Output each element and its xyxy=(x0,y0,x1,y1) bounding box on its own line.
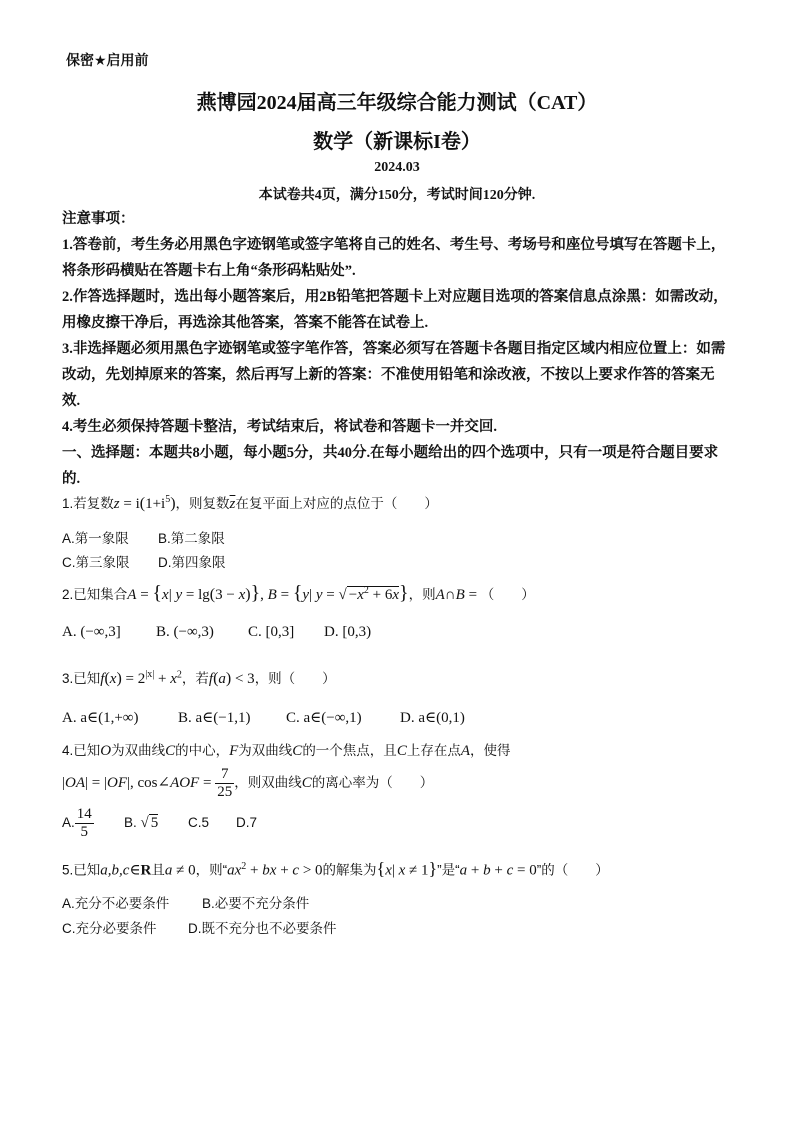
question-5: 5.已知a,b,c∈R且a ≠ 0，则“$ax^2$ + bx + c > 0的解集为{x| x ≠ 1}”是“a + b + c = 0”的（ ） xyxy=(62,858,609,879)
option-a: A. (−∞,3] xyxy=(62,624,121,640)
exam-info: 本试卷共4页，满分150分，考试时间120分钟. xyxy=(258,188,536,203)
question-3: 3.已知$f(x) = 2^{|x|} + x^2$，若f(a) < 3，则（ ） xyxy=(62,669,336,687)
question-4-options xyxy=(62,806,257,841)
option-d: D. [0,3) xyxy=(324,624,372,640)
question-3-options xyxy=(62,708,465,727)
question-2: 2.已知集合A = {x| y = lg(3 − x)}, B = {y| y = √ $-x^2 + 6x$}，则A∩B = （ ） xyxy=(62,582,535,604)
option-b: B. a∈(−1,1) xyxy=(178,710,251,726)
section-heading: 一、选择题：本题共8小题，每小题5分，共40分.在每小题给出的四个选项中，只有一项是符合题目要求的. xyxy=(62,445,719,487)
option-a: A. a∈(1,+∞) xyxy=(62,710,139,726)
question-4-line1: 4.已知O为双曲线C的中心，F为双曲线C的一个焦点，且C上存在点A，使得 xyxy=(62,743,511,759)
option-d: D.7 xyxy=(236,815,258,831)
option-a: A.充分不必要条件 xyxy=(62,896,170,911)
instructions-heading: 注意事项： xyxy=(62,211,135,227)
option-d: D.第四象限 xyxy=(158,555,226,570)
exam-subtitle: 数学（新课标I卷） xyxy=(313,131,481,153)
instructions xyxy=(62,206,732,492)
option-c: C. [0,3] xyxy=(248,624,295,640)
option-b: B. (−∞,3) xyxy=(156,624,214,640)
question-1-options-row1 xyxy=(62,527,225,547)
question-1: 1.若复数$z = i(1+i^5)$，则复数$\overline{z}$在复平面上对应的点位于（ ） xyxy=(62,494,438,512)
instruction-item-4: 4.考生必须保持答题卡整洁，考试结束后，将试卷和答题卡一并交回. xyxy=(62,419,497,435)
instruction-item-3: 3.非选择题必须用黑色字迹钢笔或签字笔作答，答案必须写在答题卡各题目指定区域内相应位置上：如需改动，先划掉原来的答案，然后再写上新的答案：不准使用铅笔和涂改液，不按以上要求作答的答案无效. xyxy=(62,341,726,409)
option-c: C.5 xyxy=(188,815,210,831)
question-4-line2: |OA| = |OF|, cos∠AOF = $\frac{7}{25}$ ，则双曲线C的离心率为（ ） xyxy=(62,766,434,800)
option-b: B.必要不充分条件 xyxy=(202,896,310,911)
option-b: B.第二象限 xyxy=(158,531,225,546)
instruction-item-2: 2.作答选择题时，选出每小题答案后，用2B铅笔把答题卡上对应题目选项的答案信息点涂黑：如需改动，用橡皮擦干净后，再选涂其他答案，答案不能答在试卷上. xyxy=(62,289,728,331)
option-d: D. a∈(0,1) xyxy=(400,710,465,726)
option-c: C.充分必要条件 xyxy=(62,921,157,936)
exam-date: 2024.03 xyxy=(374,160,420,175)
question-5-options-row2 xyxy=(62,917,337,937)
option-d: D.既不充分也不必要条件 xyxy=(188,921,337,936)
question-5-options-row1 xyxy=(62,892,309,912)
instruction-item-1: 1.答卷前，考生务必用黑色字迹钢笔或签字笔将自己的姓名、考生号、考场号和座位号填写在答题卡上，将条形码横贴在答题卡右上角“条形码粘贴处”. xyxy=(62,237,726,279)
option-a: A. $\frac{14}{5}$ xyxy=(62,806,92,840)
formula: z xyxy=(113,496,120,512)
exam-title: 燕博园2024届高三年级综合能力测试（CAT） xyxy=(196,92,598,114)
confidential-label: 保密★启用前 xyxy=(66,52,149,68)
option-b: B. √ 5 xyxy=(124,815,159,832)
question-2-options xyxy=(62,624,371,641)
option-c: C. a∈(−∞,1) xyxy=(286,710,362,726)
question-1-options-row2 xyxy=(62,551,226,571)
option-a: A.第一象限 xyxy=(62,531,129,546)
option-c: C.第三象限 xyxy=(62,555,130,570)
